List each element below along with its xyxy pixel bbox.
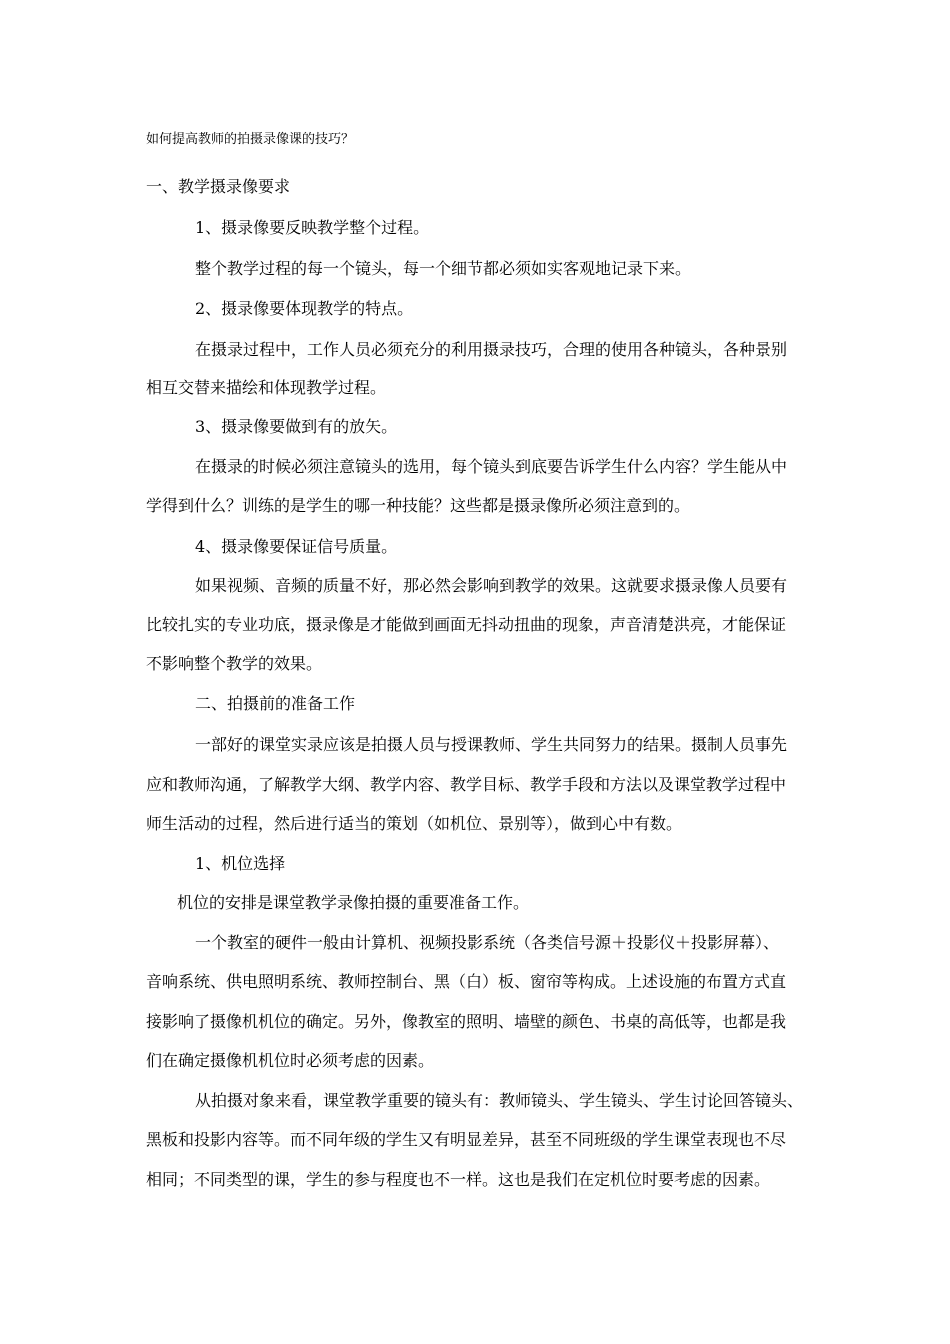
subheading-1-3: 3、摄录像要做到有的放矢。 [195,417,398,436]
section-heading-2: 二、拍摄前的准备工作 [195,694,356,713]
paragraph-line: 一部好的课堂实录应该是拍摄人员与授课教师、学生共同努力的结果。摄制人员事先 [195,735,788,754]
paragraph-line: 们在确定摄像机机位时必须考虑的因素。 [146,1051,435,1070]
subheading-1-2: 2、摄录像要体现教学的特点。 [195,299,414,318]
paragraph-line: 应和教师沟通，了解教学大纲、教学内容、教学目标、教学手段和方法以及课堂教学过程中 [146,775,787,794]
subheading-1-1: 1、摄录像要反映教学整个过程。 [195,218,430,237]
paragraph-line: 学得到什么？训练的是学生的哪一种技能？这些都是摄录像所必须注意到的。 [146,496,691,515]
paragraph-line: 在摄录过程中，工作人员必须充分的利用摄录技巧，合理的使用各种镜头，各种景别 [195,340,788,359]
paragraph-line: 黑板和投影内容等。而不同年级的学生又有明显差异，甚至不同班级的学生课堂表现也不尽 [146,1130,787,1149]
section-heading-1: 一、教学摄录像要求 [146,177,291,196]
paragraph-line: 相同；不同类型的课，学生的参与程度也不一样。这也是我们在定机位时要考虑的因素。 [146,1170,771,1189]
paragraph-line: 相互交替来描绘和体现教学过程。 [146,378,387,397]
paragraph-line: 在摄录的时候必须注意镜头的选用，每个镜头到底要告诉学生什么内容？学生能从中 [195,457,788,476]
document-title: 如何提高教师的拍摄录像课的技巧？ [146,132,355,147]
paragraph-line: 整个教学过程的每一个镜头，每一个细节都必须如实客观地记录下来。 [195,259,692,278]
paragraph-line: 如果视频、音频的质量不好，那必然会影响到教学的效果。这就要求摄录像人员要有 [195,576,788,595]
paragraph-line: 音响系统、供电照明系统、教师控制台、黑（白）板、窗帘等构成。上述设施的布置方式直 [146,972,787,991]
paragraph-line: 接影响了摄像机机位的确定。另外，像教室的照明、墙壁的颜色、书桌的高低等，也都是我 [146,1012,787,1031]
paragraph-line: 机位的安排是课堂教学录像拍摄的重要准备工作。 [177,893,530,912]
subheading-1-4: 4、摄录像要保证信号质量。 [195,537,398,556]
subheading-2-1: 1、机位选择 [195,854,286,873]
paragraph-line: 一个教室的硬件一般由计算机、视频投影系统（各类信号源＋投影仪＋投影屏幕）、 [195,933,780,952]
paragraph-line: 比较扎实的专业功底，摄录像是才能做到画面无抖动扭曲的现象，声音清楚洪亮，才能保证 [146,615,787,634]
paragraph-line: 师生活动的过程，然后进行适当的策划（如机位、景别等），做到心中有数。 [146,814,683,833]
paragraph-line: 不影响整个教学的效果。 [146,654,323,673]
paragraph-line: 从拍摄对象来看，课堂教学重要的镜头有：教师镜头、学生镜头、学生讨论回答镜头、 [195,1091,804,1110]
